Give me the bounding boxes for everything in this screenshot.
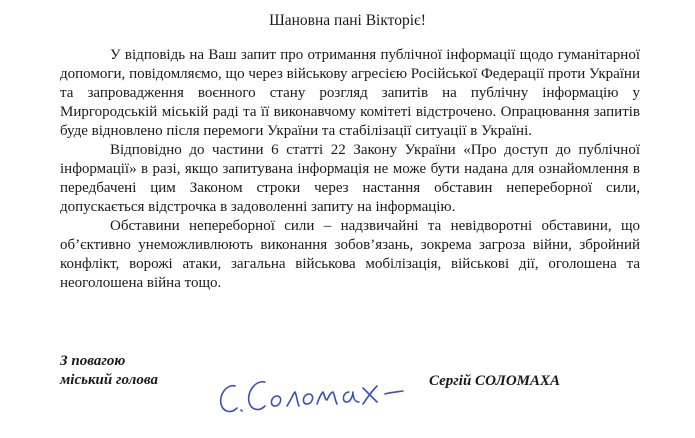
letter-body: [60, 46, 640, 293]
paragraph-2: Відповідно до частини 6 статті 22 Закону України «Про доступ до публічної інформації» в разі, якщо запитувана інформація не може бути надана для ознайомлення в передбачені цим Законом строки через настання обставин непереборної сили, допускається відстрочка в задоволенні запиту на інформацію.: [60, 142, 640, 215]
closing: [60, 352, 158, 390]
signature-block: [60, 352, 640, 412]
closing-regards: З повагою: [60, 353, 126, 369]
paragraph-3: Обставини непереборної сили – надзвичайні та невідворотні обставини, що об’єктивно унеможливлюють виконання зобов’язань, зокрема загроза війни, збройний конфлікт, ворожі атаки, загальна військова мобілізація, військові дії, оголошена та неоголошена війна тощо.: [60, 218, 640, 291]
handwritten-signature: [213, 364, 413, 424]
closing-title: міський голова: [60, 372, 158, 388]
salutation: Шановна пані Вікторіє!: [269, 12, 426, 29]
signer-name: Сергій СОЛОМАХА: [429, 373, 561, 389]
paragraph-1: У відповідь на Ваш запит про отримання публічної інформації щодо гуманітарної допомоги, повідомляємо, що через військову агресією Російської Федерації проти України та запровадження воєнного стану розгляд запитів на публічну інформацію у Миргородській міській раді та її виконавчому комітеті відстрочено. Опрацювання запитів буде відновлено після перемоги України та стабілізації ситуації в Україні.: [60, 47, 640, 139]
